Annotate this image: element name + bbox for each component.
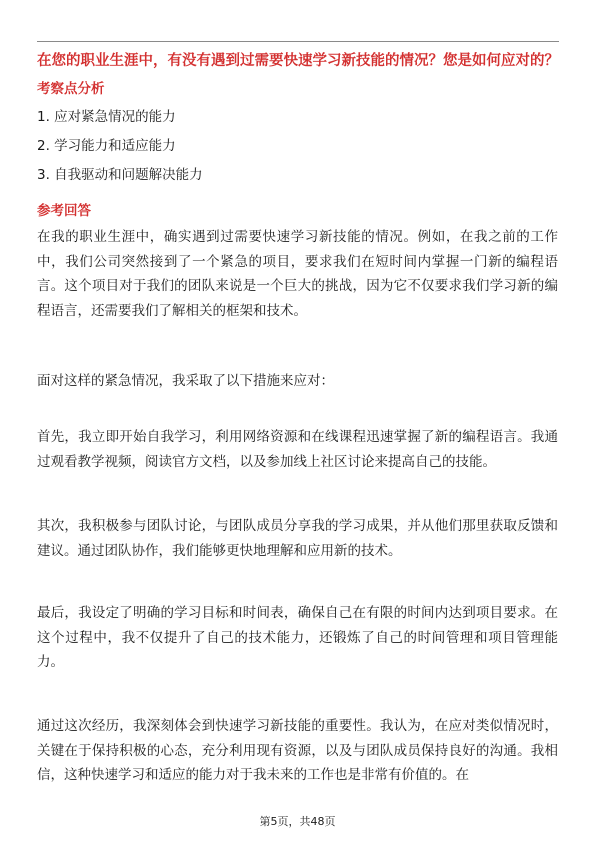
analysis-title: 考察点分析: [37, 81, 105, 97]
header-rule: [37, 41, 559, 42]
answer-paragraph-5: 最后，我设定了明确的学习目标和时间表，确保自己在有限的时间内达到项目要求。在这个过程中，我不仅提升了自己的技术能力，还锻炼了自己的时间管理和项目管理能力。: [37, 605, 558, 670]
answer-paragraph-4: 其次，我积极参与团队讨论，与团队成员分享我的学习成果，并从他们那里获取反馈和建议。通过团队协作，我们能够更快地理解和应用新的技术。: [37, 518, 558, 559]
answer-title: 参考回答: [37, 203, 91, 219]
analysis-point-1: 1. 应对紧急情况的能力: [37, 109, 176, 125]
answer-paragraph-3: 首先，我立即开始自我学习，利用网络资源和在线课程迅速掌握了新的编程语言。我通过观看教学视频，阅读官方文档，以及参加线上社区讨论来提高自己的技能。: [37, 429, 558, 470]
answer-paragraph-1: 在我的职业生涯中，确实遇到过需要快速学习新技能的情况。例如，在我之前的工作中，我们公司突然接到了一个紧急的项目，要求我们在短时间内掌握一门新的编程语言。这个项目对于我们的团队来说是一个巨大的挑战，因为它不仅要求我们学习新的编程语言，还需要我们了解相关的框架和技术。: [37, 229, 558, 319]
answer-paragraph-2: 面对这样的紧急情况，我采取了以下措施来应对：: [37, 373, 334, 389]
page-number: 第5页，共48页: [259, 815, 336, 828]
answer-paragraph-6: 通过这次经历，我深刻体会到快速学习新技能的重要性。我认为，在应对类似情况时，关键在于保持积极的心态，充分利用现有资源，以及与团队成员保持良好的沟通。我相信，这种快速学习和适应的能力对于我未来的工作也是非常有价值的。在: [37, 718, 558, 783]
analysis-point-3: 3. 自我驱动和问题解决能力: [37, 167, 203, 183]
analysis-point-2: 2. 学习能力和适应能力: [37, 138, 176, 154]
question-heading: 在您的职业生涯中，有没有遇到过需要快速学习新技能的情况？您是如何应对的？: [37, 53, 559, 69]
